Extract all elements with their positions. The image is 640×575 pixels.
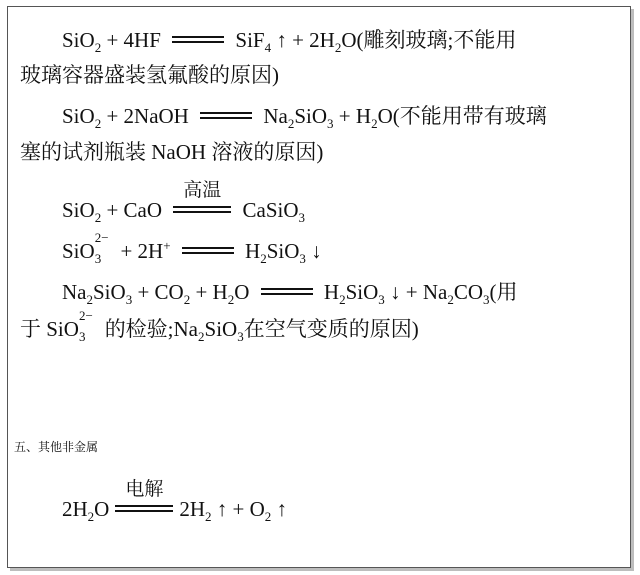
equation-sio2-cao: SiO$_2$ + CaO 高温 CaSiO$_3$ [62, 180, 306, 225]
equation-sio2-hf-note: 玻璃容器盛装氢氟酸的原因) [20, 63, 279, 87]
equation-na2sio3-note: 于 SiO $_3$ 的检验$;Na_2SiO_3$在空气变质的原因) [20, 317, 419, 344]
equals-sign [182, 247, 234, 254]
equation-silicate-acid: SiO $_3$ + 2H+ $H_2SiO_3$ ↓ [62, 238, 322, 266]
equation-water-electrolysis: $2H_2O$ 电解 $2H_2$ ↑ + $O_2$ ↑ [62, 479, 288, 524]
reaction-condition: 电解 [125, 479, 164, 500]
equation-sio2-hf: SiO$_2$ + 4HF SiF$_4$ ↑ + $2H_2O$(雕刻玻璃;不能用 [62, 28, 517, 55]
equals-sign [172, 36, 224, 43]
equals-sign-with-condition [173, 180, 231, 213]
section-heading: 五、其他非金属 [14, 440, 99, 454]
equals-sign [200, 112, 252, 119]
equation-sio2-naoh-note: 塞的试剂瓶装 NaOH 溶液的原因) [20, 140, 324, 164]
reaction-condition: 高温 [183, 180, 222, 201]
equals-sign [261, 288, 313, 295]
equation-sio2-naoh: SiO$_2$ + 2NaOH $Na_2SiO_3 + H_2O$(不能用带有玻璃 [62, 104, 547, 131]
equation-na2sio3-co2: $Na_2SiO_3 + CO_2 + H_2O$ $H_2SiO_3$ ↓ + $Na_2CO_3$(用 [62, 280, 518, 307]
equals-sign-with-condition [115, 479, 173, 512]
